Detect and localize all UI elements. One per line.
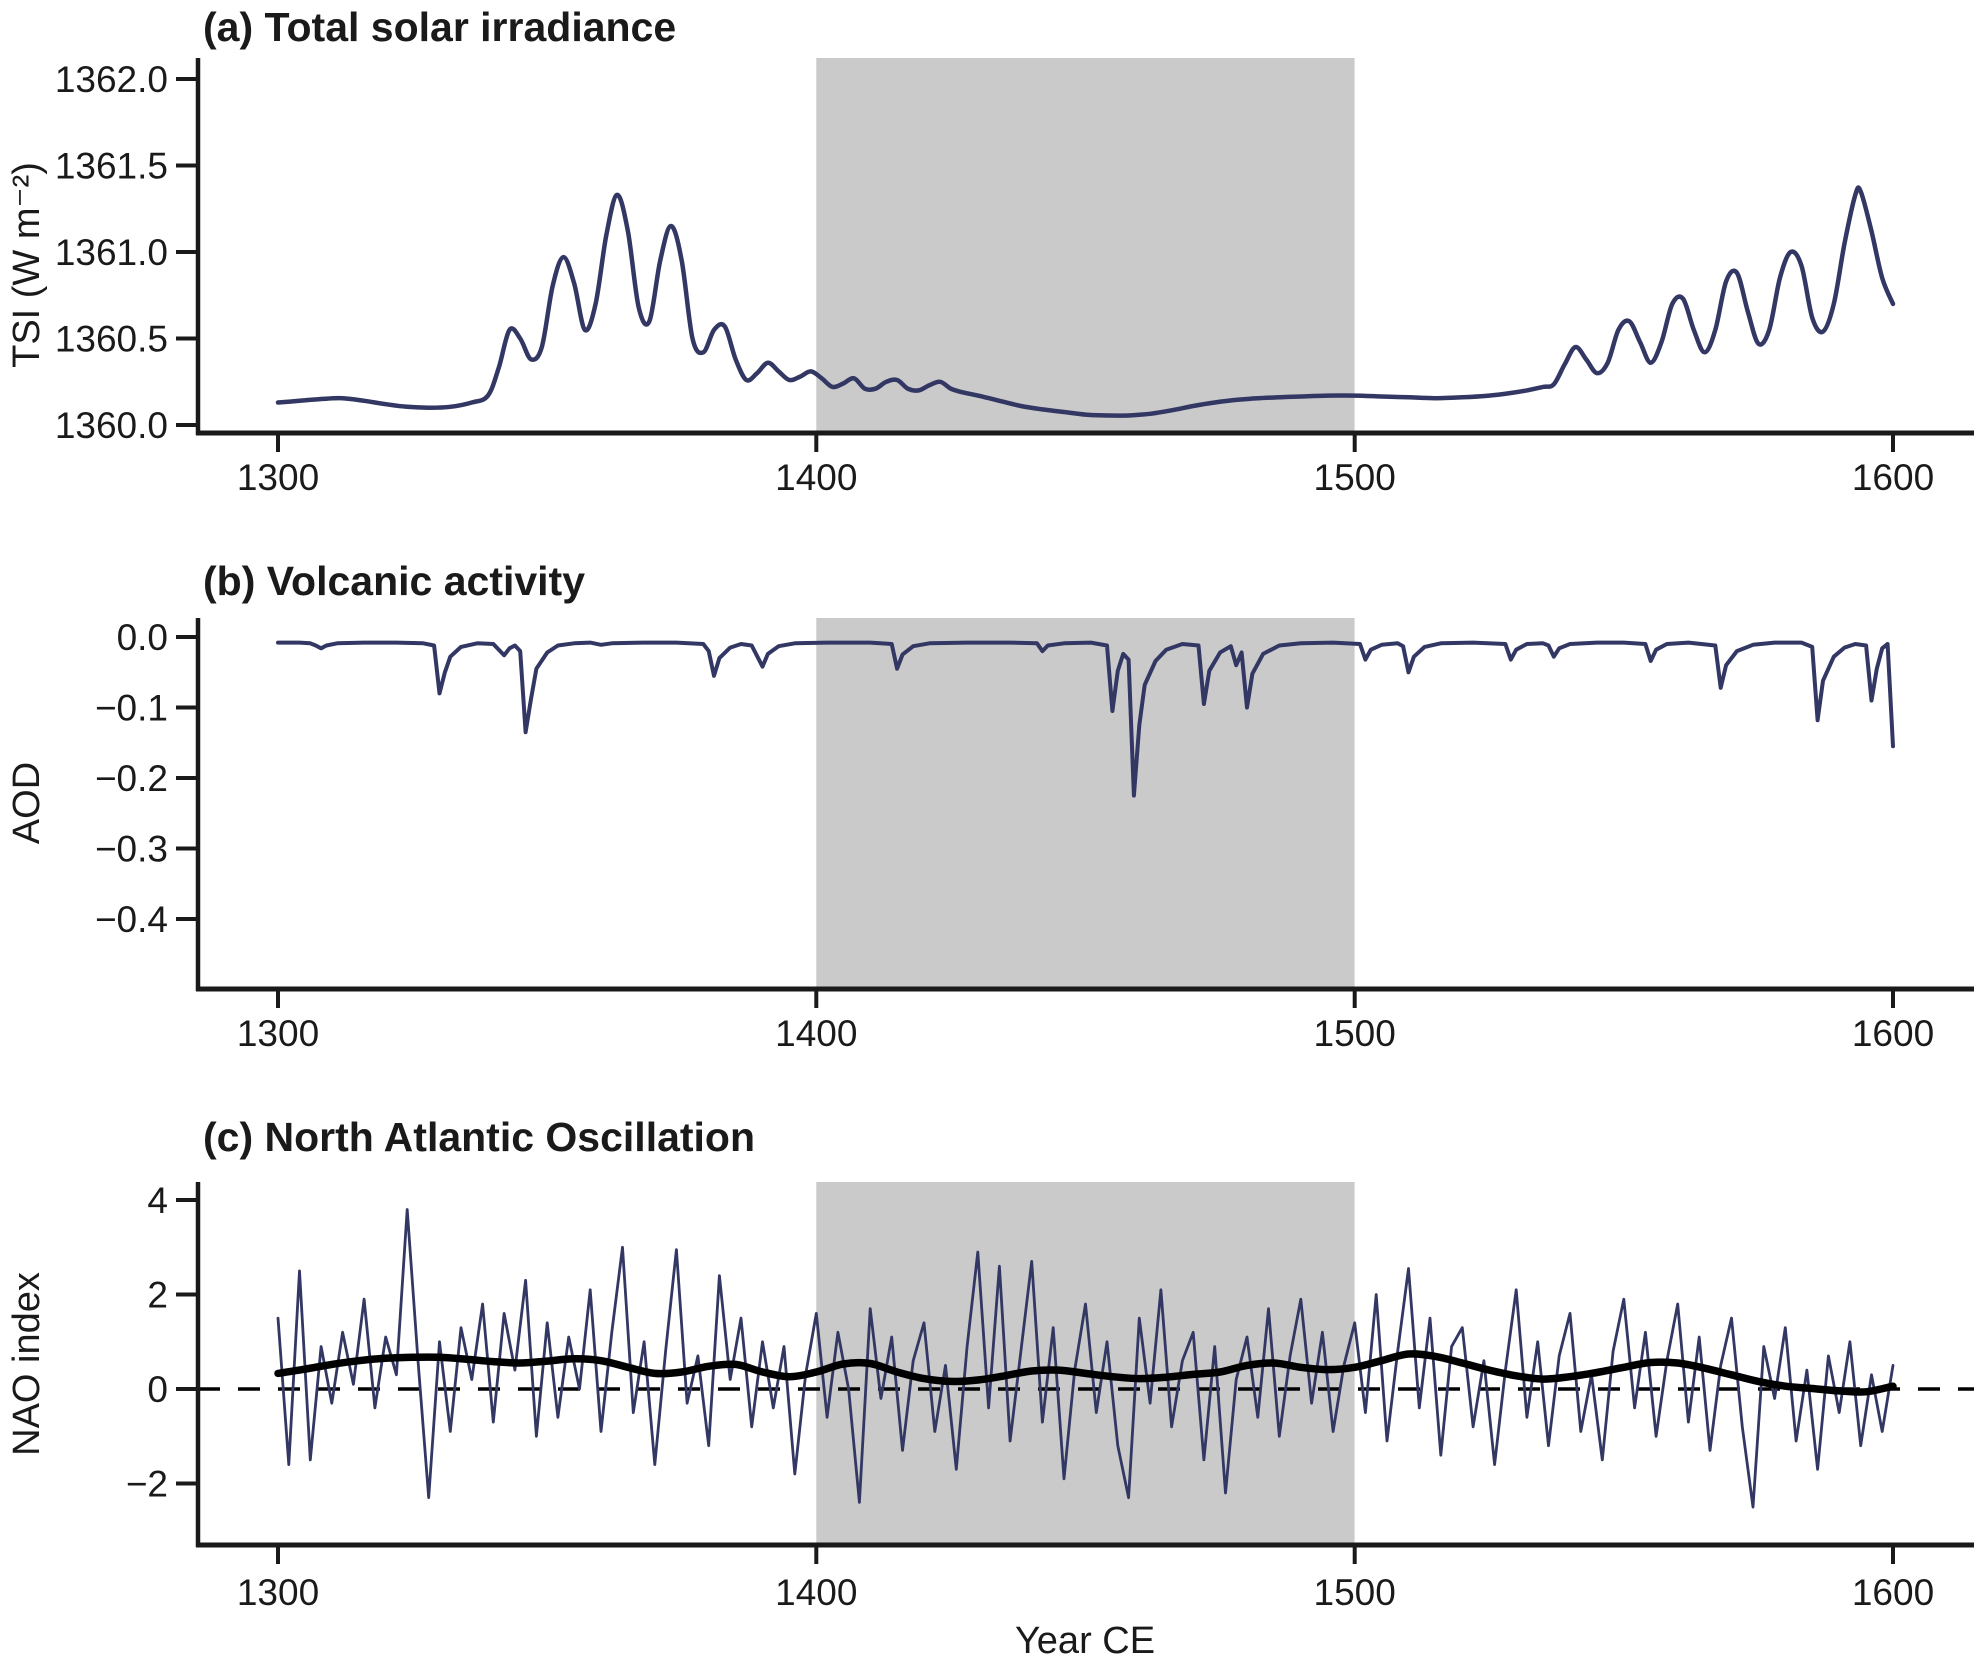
x-tick-label: 1500 bbox=[1313, 457, 1396, 498]
panel-c-y-axis-title: NAO index bbox=[6, 1272, 48, 1456]
x-tick-label: 1400 bbox=[775, 1572, 858, 1613]
x-axis-title: Year CE bbox=[1014, 1620, 1156, 1662]
y-tick-label: 0.0 bbox=[116, 617, 168, 658]
panel-a-y-axis-title: TSI (W m⁻²) bbox=[6, 162, 48, 368]
x-tick-label: 1300 bbox=[236, 1013, 320, 1054]
y-tick-label: 1361.0 bbox=[54, 232, 168, 273]
x-tick-label: 1600 bbox=[1851, 1013, 1935, 1054]
y-tick-label: −0.1 bbox=[94, 687, 168, 729]
panel-c-plot bbox=[126, 1180, 1974, 1613]
x-tick-label: 1300 bbox=[236, 1572, 320, 1613]
y-tick-label: −2 bbox=[125, 1463, 168, 1505]
x-tick-label: 1300 bbox=[236, 457, 320, 498]
panel-a-title: (a) Total solar irradiance bbox=[203, 4, 677, 50]
y-tick-label: −0.4 bbox=[94, 899, 168, 940]
x-tick-label: 1400 bbox=[775, 1013, 858, 1054]
x-tick-label: 1500 bbox=[1313, 1013, 1396, 1054]
y-tick-label: 1361.5 bbox=[54, 145, 168, 187]
x-tick-label: 1400 bbox=[775, 457, 858, 498]
x-tick-label: 1600 bbox=[1851, 457, 1935, 498]
y-tick-label: −0.3 bbox=[94, 828, 168, 870]
panel-b-y-axis-title: AOD bbox=[6, 761, 48, 845]
x-tick-label: 1600 bbox=[1851, 1572, 1935, 1613]
y-tick-label: 1360.5 bbox=[54, 318, 168, 360]
panel-a-plot bbox=[55, 58, 1974, 498]
panel-b-plot bbox=[95, 617, 1974, 1054]
y-tick-label: 1360.0 bbox=[54, 405, 168, 446]
shaded-region-1400-1500 bbox=[816, 58, 1354, 433]
panel-b-title: (b) Volcanic activity bbox=[203, 558, 586, 604]
y-tick-label: −0.2 bbox=[94, 758, 168, 799]
x-tick-label: 1500 bbox=[1313, 1572, 1396, 1613]
y-tick-label: 4 bbox=[147, 1180, 168, 1221]
panel-c-title: (c) North Atlantic Oscillation bbox=[203, 1114, 756, 1160]
y-tick-label: 2 bbox=[147, 1274, 168, 1316]
shaded-region-1400-1500 bbox=[816, 618, 1354, 989]
y-tick-label: 0 bbox=[147, 1369, 168, 1410]
y-tick-label: 1362.0 bbox=[54, 59, 168, 100]
